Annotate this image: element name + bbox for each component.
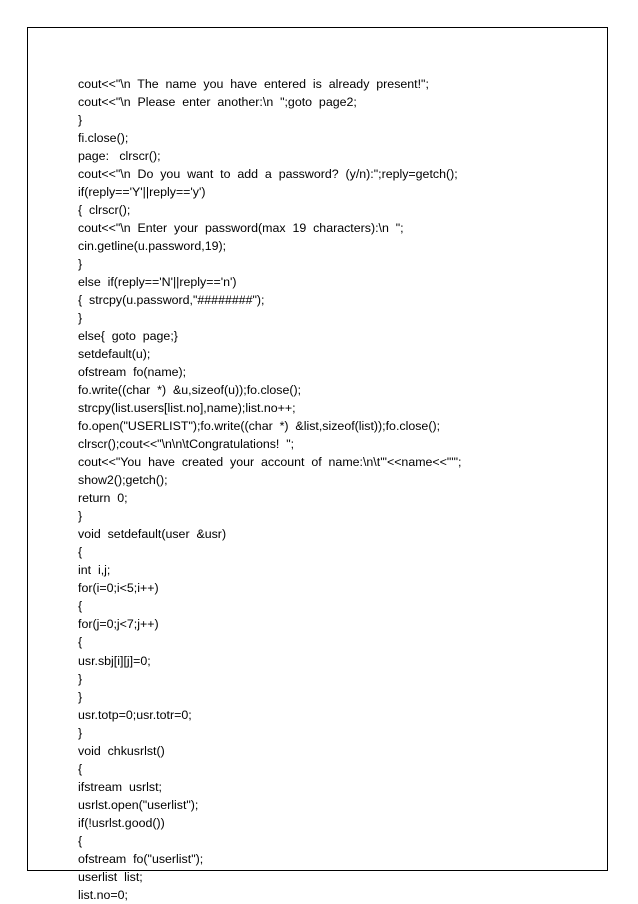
code-line: for(i=0;i<5;i++) (78, 581, 159, 596)
code-line: ifstream usrlst; (78, 779, 162, 794)
code-line: return 0; (78, 491, 128, 506)
code-line: { (78, 833, 83, 848)
code-line: } (78, 113, 83, 128)
code-line: { (78, 545, 83, 560)
code-line: { clrscr(); (78, 203, 131, 218)
code-line: cout<<"\n Please enter another:\n ";goto page2; (78, 95, 357, 110)
code-line: int i,j; (78, 563, 111, 578)
code-line: fo.open("USERLIST");fo.write((char *) &list,sizeof(list));fo.close(); (78, 419, 441, 434)
code-line: void chkusrlst() (78, 743, 165, 758)
code-line: cout<<"You have created your account of name:\n\t'"<<name<<"'"; (78, 455, 462, 470)
code-line: { (78, 761, 83, 776)
code-line: fi.close(); (78, 131, 129, 146)
code-line: } (78, 725, 83, 740)
code-line: clrscr();cout<<"\n\n\tCongratulations! "; (78, 437, 295, 452)
code-line: } (78, 689, 83, 704)
code-line: usrlst.open("userlist"); (78, 797, 199, 812)
code-line: ofstream fo("userlist"); (78, 851, 204, 866)
code-line: if(!usrlst.good()) (78, 815, 165, 830)
code-line: void setdefault(user &usr) (78, 527, 227, 542)
code-line: { (78, 599, 83, 614)
code-line: strcpy(list.users[list.no],name);list.no++; (78, 401, 296, 416)
code-line: } (78, 257, 83, 272)
code-line: show2();getch(); (78, 473, 168, 488)
code-line: cout<<"\n Do you want to add a password? (y/n):";reply=getch(); (78, 167, 458, 182)
code-line: usr.sbj[i][j]=0; (78, 653, 151, 668)
code-line: userlist list; (78, 869, 143, 884)
code-line: else{ goto page;} (78, 329, 178, 344)
code-line: cin.getline(u.password,19); (78, 239, 227, 254)
code-line: } (78, 311, 83, 326)
code-line: ofstream fo(name); (78, 365, 187, 380)
code-listing (78, 75, 598, 904)
code-line: fo.write((char *) &u,sizeof(u));fo.close(); (78, 383, 302, 398)
code-line: cout<<"\n Enter your password(max 19 characters):\n "; (78, 221, 404, 236)
code-line: } (78, 671, 83, 686)
code-line: { (78, 635, 83, 650)
code-line: setdefault(u); (78, 347, 151, 362)
code-line: if(reply=='Y'||reply=='y') (78, 185, 206, 200)
code-line: for(j=0;j<7;j++) (78, 617, 159, 632)
code-line: } (78, 509, 83, 524)
code-line: list.no=0; (78, 887, 128, 902)
code-line: { strcpy(u.password,"########"); (78, 293, 265, 308)
code-line: page: clrscr(); (78, 149, 161, 164)
code-line: else if(reply=='N'||reply=='n') (78, 275, 237, 290)
code-line: cout<<"\n The name you have entered is already present!"; (78, 77, 429, 91)
code-line: usr.totp=0;usr.totr=0; (78, 707, 192, 722)
